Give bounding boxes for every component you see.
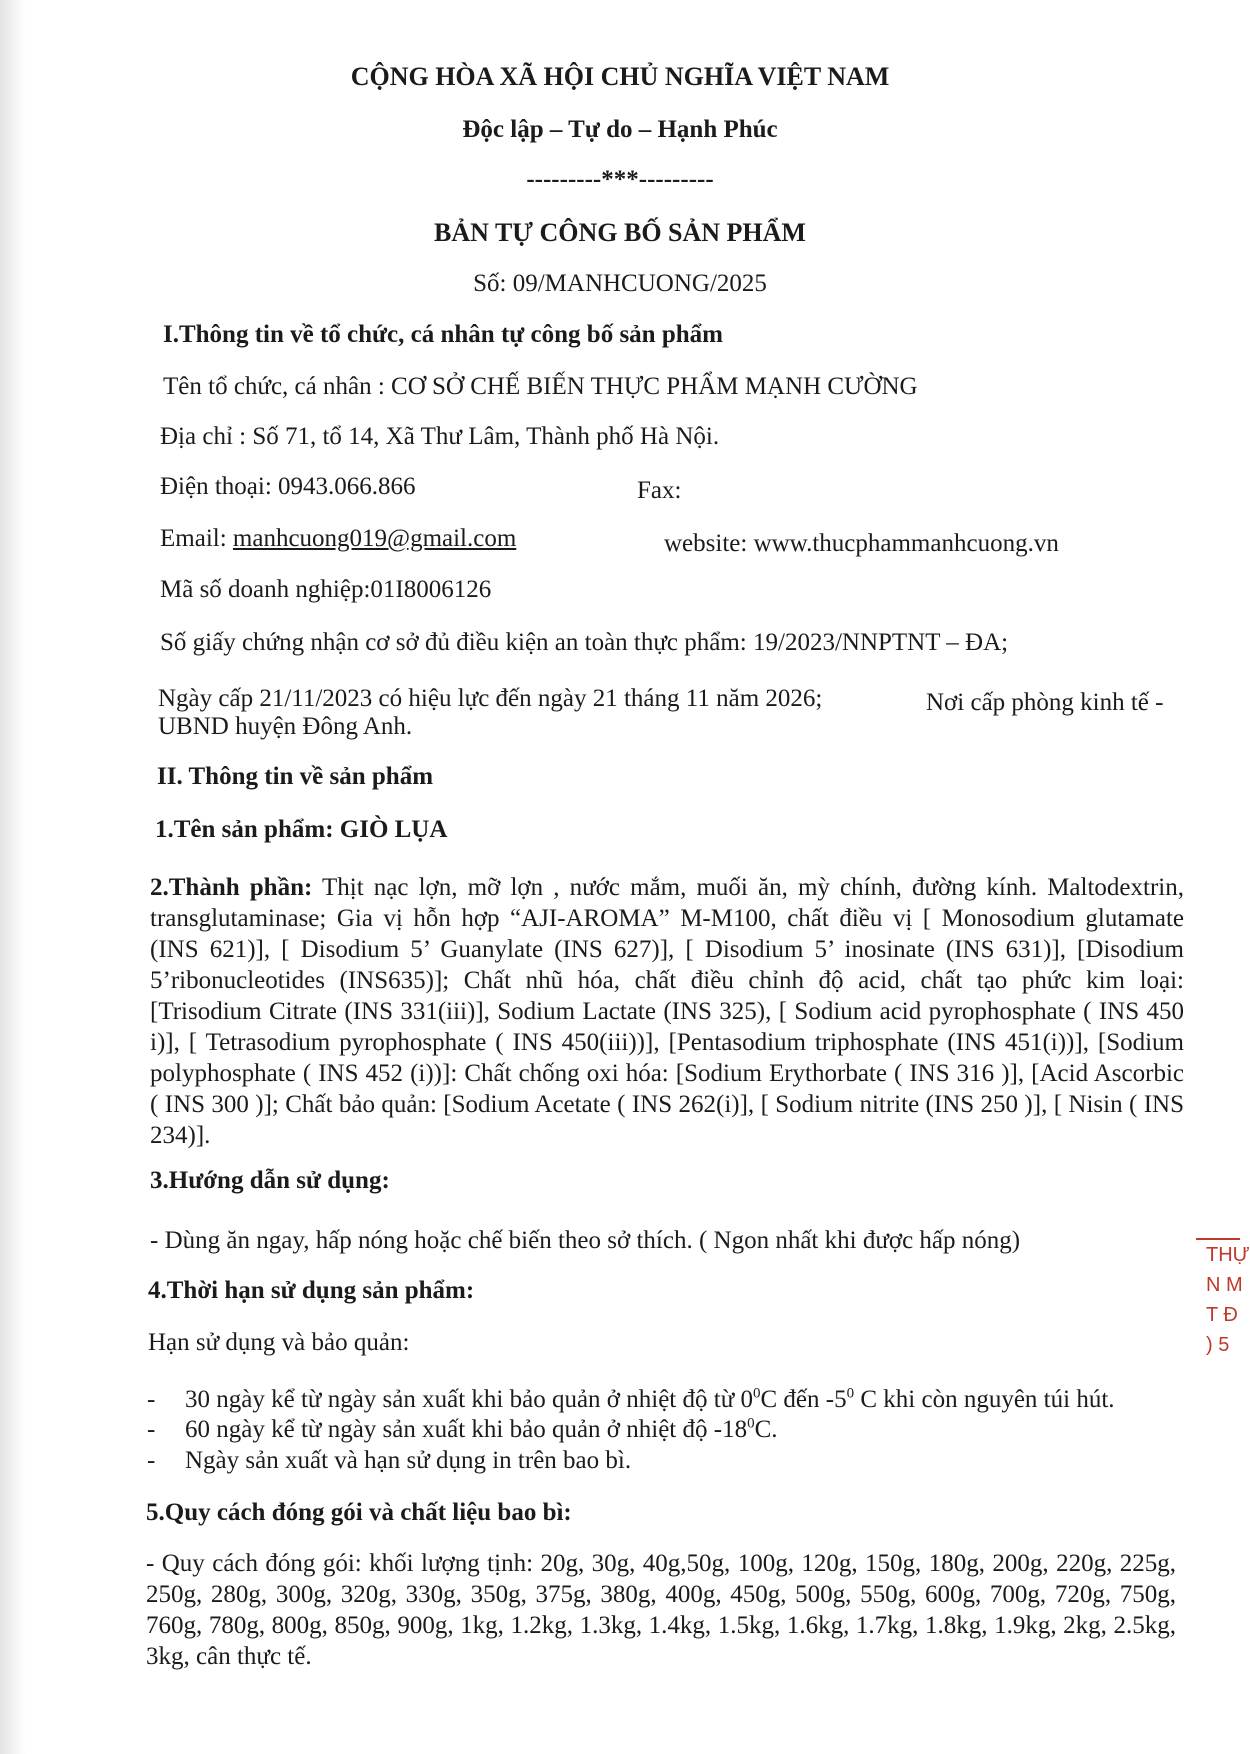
website: website: www.thucphammanhcuong.vn [664, 530, 1059, 557]
email-label: Email: [160, 525, 233, 552]
shelf-life-title: 4.Thời hạn sử dụng sản phẩm: [148, 1277, 475, 1304]
packing-title: 5.Quy cách đóng gói và chất liệu bao bì: [146, 1499, 572, 1526]
phone-number: Điện thoại: 0943.066.866 [160, 473, 416, 500]
business-code: Mã số doanh nghiệp:01I8006126 [160, 576, 492, 603]
national-title: CỘNG HÒA XÃ HỘI CHỦ NGHĨA VIỆT NAM [350, 62, 890, 91]
bullet-dash: - [147, 1447, 156, 1474]
shelf-life-intro: Hạn sử dụng và bảo quản: [148, 1329, 410, 1356]
product-name: GIÒ LỤA [339, 816, 448, 843]
national-motto: Độc lập – Tự do – Hạnh Phúc [462, 116, 778, 143]
section-2-title: II. Thông tin về sản phẩm [157, 763, 434, 790]
product-name-label: 1.Tên sản phẩm: [155, 816, 340, 843]
fax-label: Fax: [637, 477, 682, 504]
certificate-issue-date: Ngày cấp 21/11/2023 có hiệu lực đến ngày 21 tháng 11 năm 2026; [158, 685, 823, 712]
document-title: BẢN TỰ CÔNG BỐ SẢN PHẨM [434, 218, 806, 247]
product-name-row [155, 815, 447, 845]
usage-title: 3.Hướng dẫn sử dụng: [150, 1167, 390, 1194]
red-stamp-fragment: THỰ N M T Đ ) 5 [1196, 1238, 1240, 1370]
email-link[interactable]: manhcuong019@gmail.com [232, 525, 517, 552]
ingredients-label: 2.Thành phần: [150, 874, 313, 901]
food-safety-certificate: Số giấy chứng nhận cơ sở đủ điều kiện an toàn thực phẩm: 19/2023/NNPTNT – ĐA; [160, 629, 1009, 656]
packing-text: - Quy cách đóng gói: khối lượng tịnh: 20g, 30g, 40g,50g, 100g, 120g, 150g, 180g, 200g, 220g, 225g, 250g, 280g, 300g, 320g, 330g, 350g, 375g, 380g, 400g, 450g, 500g, 550g, 600g, 700g, 720g, 750g, 760g, 780g, 800g, 850g, 900g, 1kg, 1.2kg, 1.3kg, 1.4kg, 1.5kg, 1.6kg, 1.7kg, 1.8kg, 1.9kg, 2kg, 2.5kg, 3kg, cân thực tế. [146, 1550, 1176, 1670]
shelf-life-item: - 60 ngày kể từ ngày sản xuất khi bảo quản ở nhiệt độ $-18^0C$. [147, 1415, 778, 1443]
ingredients-paragraph [150, 872, 1184, 1151]
header-separator: ---------***--------- [526, 166, 714, 193]
organization-name: Tên tổ chức, cá nhân : CƠ SỞ CHẾ BIẾN THỰC PHẨM MẠNH CƯỜNG [163, 373, 918, 400]
bullet-dash: - [147, 1386, 156, 1413]
shelf-life-item: - 30 ngày kể từ ngày sản xuất khi bảo quản ở nhiệt độ từ $0^0C$ đến $-5^0$ C khi còn nguyên túi hút. [147, 1385, 1115, 1413]
organization-address: Địa chỉ : Số 71, tổ 14, Xã Thư Lâm, Thành phố Hà Nội. [160, 423, 720, 450]
ingredients-text: Thịt nạc lợn, mỡ lợn , nước mắm, muối ăn, mỳ chính, đường kính. Maltodextrin, transglutaminase; Gia vị hỗn hợp “AJI-AROMA” M-M100, chất điều vị [ Monosodium glutamate (INS 621)], [ Disodium 5’ Guanylate (INS 627)], [ Disodium 5’ inosinate (INS 631)], [Disodium 5’ribonucleotides (INS635)]; Chất nhũ hóa, chất điều chỉnh độ acid, chất tạo phức kim loại: [Trisodium Citrate (INS 331(iii)], Sodium Lactate (INS 325), [ Sodium acid pyrophosphate ( INS 450 i)], [ Tetrasodium pyrophosphate ( INS 450(iii))], [Pentasodium triphosphate (INS 451(i))], [Sodium polyphosphate ( INS 452 (i))]: Chất chống oxi hóa: [Sodium Erythorbate ( INS 316 )], [Acid Ascorbic ( INS 300 )]; Chất bảo quản: [Sodium Acetate ( INS 262(i)], [ Sodium nitrite (INS 250 )], [ Nisin ( INS 234)]. [150, 874, 1184, 1149]
certificate-issue-place: Nơi cấp phòng kinh tế - [926, 689, 1164, 716]
bullet-dash: - [147, 1416, 156, 1443]
document-number: Số: 09/MANHCUONG/2025 [473, 270, 767, 297]
certificate-issuer: UBND huyện Đông Anh. [158, 713, 413, 740]
scan-edge-shadow [0, 0, 26, 1754]
email-row [160, 524, 516, 554]
shelf-life-item: - Ngày sản xuất và hạn sử dụng in trên bao bì. [147, 1447, 632, 1474]
usage-text: - Dùng ăn ngay, hấp nóng hoặc chế biến theo sở thích. ( Ngon nhất khi được hấp nóng) [150, 1227, 1021, 1254]
section-1-title: I.Thông tin về tổ chức, cá nhân tự công bố sản phẩm [163, 321, 723, 348]
